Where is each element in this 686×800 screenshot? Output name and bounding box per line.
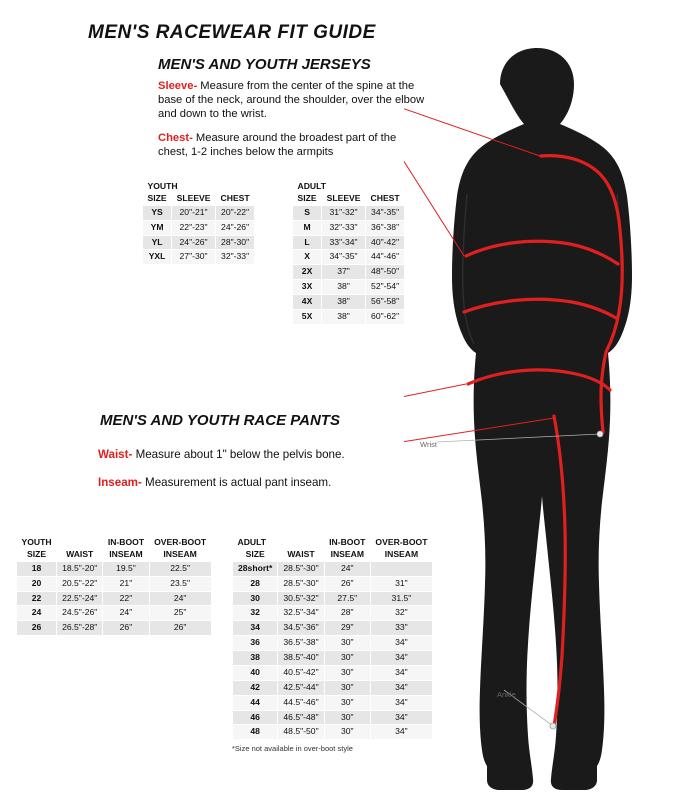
cell-overboot: 34" xyxy=(370,665,432,680)
cell-size: YL xyxy=(143,235,172,250)
cell-overboot: 34" xyxy=(370,651,432,666)
waist-text: Measure about 1" below the pelvis bone. xyxy=(132,448,345,461)
pants-footnote: *Size not available in over-boot style xyxy=(232,744,353,753)
cell-chest: 34"-35" xyxy=(366,205,405,220)
cell-size: 40 xyxy=(233,665,278,680)
cell-size: 36 xyxy=(233,636,278,651)
adult-jersey-header-sleeve: SLEEVE xyxy=(322,192,366,205)
table-row xyxy=(143,235,255,250)
cell-inboot: 30" xyxy=(324,710,370,725)
cell-chest: 36"-38" xyxy=(366,220,405,235)
cell-overboot: 33" xyxy=(370,621,432,636)
cell-size: 34 xyxy=(233,621,278,636)
cell-sleeve: 38" xyxy=(322,295,366,310)
cell-size: M xyxy=(293,220,322,235)
cell-overboot: 25" xyxy=(149,606,211,621)
cell-inboot: 30" xyxy=(324,665,370,680)
cell-inboot: 24" xyxy=(324,561,370,576)
cell-waist: 42.5"-44" xyxy=(278,680,324,695)
cell-overboot: 34" xyxy=(370,636,432,651)
cell-sleeve: 20"-21" xyxy=(172,205,216,220)
adult-pants-size-table xyxy=(232,536,433,740)
sleeve-keyword: Sleeve- xyxy=(158,80,198,92)
cell-chest: 24"-26" xyxy=(216,220,255,235)
cell-size: 18 xyxy=(17,561,57,576)
cell-sleeve: 34"-35" xyxy=(322,250,366,265)
youth-pants-header-waist: WAIST xyxy=(57,548,103,561)
cell-inboot: 30" xyxy=(324,695,370,710)
table-row xyxy=(17,576,212,591)
cell-inboot: 28" xyxy=(324,606,370,621)
chest-measure-description xyxy=(158,131,410,159)
table-row xyxy=(293,220,405,235)
cell-chest: 20"-22" xyxy=(216,205,255,220)
chest-keyword: Chest- xyxy=(158,132,193,144)
table-row xyxy=(293,309,405,324)
cell-sleeve: 31"-32" xyxy=(322,205,366,220)
cell-waist: 46.5"-48" xyxy=(278,710,324,725)
youth-jersey-header-size: SIZE xyxy=(143,192,172,205)
cell-sleeve: 22"-23" xyxy=(172,220,216,235)
cell-inboot: 30" xyxy=(324,651,370,666)
table-row xyxy=(233,636,433,651)
table-row xyxy=(233,651,433,666)
table-row xyxy=(233,591,433,606)
cell-waist: 44.5"-46" xyxy=(278,695,324,710)
cell-sleeve: 37" xyxy=(322,265,366,280)
cell-size: 38 xyxy=(233,651,278,666)
adult-jersey-header-size: SIZE xyxy=(293,192,322,205)
inseam-measure-description xyxy=(98,476,428,490)
cell-overboot: 31.5" xyxy=(370,591,432,606)
cell-overboot: 24" xyxy=(149,591,211,606)
cell-size: 32 xyxy=(233,606,278,621)
sleeve-measure-description xyxy=(158,79,426,121)
cell-waist: 28.5"-30" xyxy=(278,561,324,576)
cell-inboot: 30" xyxy=(324,680,370,695)
youth-jersey-header-sleeve: SLEEVE xyxy=(172,192,216,205)
youth-pants-header-overboot-top: OVER-BOOT xyxy=(149,536,211,548)
adult-pants-header-waist: WAIST xyxy=(278,548,324,561)
cell-chest: 56"-58" xyxy=(366,295,405,310)
cell-size: 5X xyxy=(293,309,322,324)
table-row xyxy=(233,606,433,621)
cell-sleeve: 38" xyxy=(322,309,366,324)
cell-size: YXL xyxy=(143,250,172,265)
cell-waist: 40.5"-42" xyxy=(278,665,324,680)
cell-waist: 36.5"-38" xyxy=(278,636,324,651)
cell-inboot: 22" xyxy=(103,591,149,606)
cell-overboot: 26" xyxy=(149,621,211,636)
adult-pants-header-overboot-bottom: INSEAM xyxy=(370,548,432,561)
youth-jersey-header-chest: CHEST xyxy=(216,192,255,205)
waist-keyword: Waist- xyxy=(98,448,133,461)
pants-section-title: MEN'S AND YOUTH RACE PANTS xyxy=(100,412,340,429)
cell-inboot: 30" xyxy=(324,725,370,740)
cell-waist: 38.5"-40" xyxy=(278,651,324,666)
ankle-callout-label: Ankle xyxy=(497,690,516,699)
adult-pants-header-overboot-top: OVER-BOOT xyxy=(370,536,432,548)
youth-jersey-group-label: YOUTH xyxy=(143,180,255,192)
table-row xyxy=(233,576,433,591)
youth-pants-header-inboot-bottom: INSEAM xyxy=(103,548,149,561)
cell-size: 4X xyxy=(293,295,322,310)
cell-size: L xyxy=(293,235,322,250)
cell-size: 28 xyxy=(233,576,278,591)
jerseys-section-title: MEN'S AND YOUTH JERSEYS xyxy=(158,56,371,73)
table-row xyxy=(293,280,405,295)
table-row xyxy=(17,606,212,621)
table-row xyxy=(293,250,405,265)
cell-overboot: 32" xyxy=(370,606,432,621)
cell-waist: 18.5"-20" xyxy=(57,561,103,576)
table-row xyxy=(143,205,255,220)
table-row xyxy=(233,725,433,740)
cell-size: S xyxy=(293,205,322,220)
chest-text: Measure around the broadest part of the chest, 1-2 inches below the armpits xyxy=(158,132,397,158)
table-row xyxy=(233,665,433,680)
cell-waist: 34.5"-36" xyxy=(278,621,324,636)
table-row xyxy=(293,265,405,280)
sleeve-text: Measure from the center of the spine at the base of the neck, around the shoulder, over the elbow and down to the wrist. xyxy=(158,80,425,120)
cell-overboot: 31" xyxy=(370,576,432,591)
inseam-keyword: Inseam- xyxy=(98,476,142,489)
cell-chest: 52"-54" xyxy=(366,280,405,295)
table-row xyxy=(233,621,433,636)
cell-size: 26 xyxy=(17,621,57,636)
cell-chest: 32"-33" xyxy=(216,250,255,265)
cell-waist: 26.5"-28" xyxy=(57,621,103,636)
cell-inboot: 26" xyxy=(103,621,149,636)
cell-size: 22 xyxy=(17,591,57,606)
cell-size: 30 xyxy=(233,591,278,606)
cell-inboot: 19.5" xyxy=(103,561,149,576)
cell-sleeve: 33"-34" xyxy=(322,235,366,250)
table-row xyxy=(17,591,212,606)
cell-overboot: 34" xyxy=(370,680,432,695)
cell-inboot: 21" xyxy=(103,576,149,591)
cell-chest: 60"-62" xyxy=(366,309,405,324)
cell-waist: 22.5"-24" xyxy=(57,591,103,606)
cell-overboot: 34" xyxy=(370,725,432,740)
youth-pants-header-inboot-top: IN-BOOT xyxy=(103,536,149,548)
youth-pants-header-size: SIZE xyxy=(17,548,57,561)
table-row xyxy=(233,561,433,576)
cell-size: 20 xyxy=(17,576,57,591)
table-row xyxy=(233,680,433,695)
table-row xyxy=(293,295,405,310)
cell-waist: 48.5"-50" xyxy=(278,725,324,740)
adult-jersey-header-chest: CHEST xyxy=(366,192,405,205)
cell-chest: 44"-46" xyxy=(366,250,405,265)
inseam-text: Measurement is actual pant inseam. xyxy=(141,476,332,489)
cell-sleeve: 24"-26" xyxy=(172,235,216,250)
adult-pants-header-inboot-bottom: INSEAM xyxy=(324,548,370,561)
table-row xyxy=(17,621,212,636)
table-row xyxy=(233,695,433,710)
wrist-callout-label: Wrist xyxy=(420,440,437,449)
table-row xyxy=(293,205,405,220)
page-title: MEN'S RACEWEAR FIT GUIDE xyxy=(88,22,376,43)
table-row xyxy=(143,250,255,265)
cell-inboot: 27.5" xyxy=(324,591,370,606)
cell-size: YS xyxy=(143,205,172,220)
cell-inboot: 26" xyxy=(324,576,370,591)
cell-waist: 32.5"-34" xyxy=(278,606,324,621)
youth-pants-group-label: YOUTH xyxy=(17,536,57,548)
cell-chest: 48"-50" xyxy=(366,265,405,280)
adult-pants-header-size: SIZE xyxy=(233,548,278,561)
mannequin-figure xyxy=(404,44,686,800)
cell-inboot: 29" xyxy=(324,621,370,636)
cell-overboot: 22.5" xyxy=(149,561,211,576)
cell-overboot: 23.5" xyxy=(149,576,211,591)
cell-inboot: 30" xyxy=(324,636,370,651)
cell-size: 3X xyxy=(293,280,322,295)
table-row xyxy=(17,561,212,576)
cell-size: 48 xyxy=(233,725,278,740)
youth-jersey-size-table xyxy=(142,180,255,265)
cell-size: 46 xyxy=(233,710,278,725)
cell-sleeve: 38" xyxy=(322,280,366,295)
adult-pants-header-inboot-top: IN-BOOT xyxy=(324,536,370,548)
body-silhouette xyxy=(452,48,632,790)
cell-overboot: 34" xyxy=(370,710,432,725)
cell-inboot: 24" xyxy=(103,606,149,621)
cell-size: X xyxy=(293,250,322,265)
cell-waist: 20.5"-22" xyxy=(57,576,103,591)
cell-size: 42 xyxy=(233,680,278,695)
table-row xyxy=(233,710,433,725)
cell-chest: 40"-42" xyxy=(366,235,405,250)
cell-waist: 24.5"-26" xyxy=(57,606,103,621)
cell-waist: 28.5"-30" xyxy=(278,576,324,591)
adult-jersey-group-label: ADULT xyxy=(293,180,405,192)
cell-sleeve: 27"-30" xyxy=(172,250,216,265)
cell-chest: 28"-30" xyxy=(216,235,255,250)
cell-size: 44 xyxy=(233,695,278,710)
youth-pants-size-table xyxy=(16,536,212,636)
cell-size: 28short* xyxy=(233,561,278,576)
cell-size: 2X xyxy=(293,265,322,280)
cell-sleeve: 32"-33" xyxy=(322,220,366,235)
adult-jersey-size-table xyxy=(292,180,405,325)
adult-pants-group-label: ADULT xyxy=(233,536,278,548)
cell-size: 24 xyxy=(17,606,57,621)
cell-overboot: 34" xyxy=(370,695,432,710)
cell-waist: 30.5"-32" xyxy=(278,591,324,606)
table-row xyxy=(293,235,405,250)
table-row xyxy=(143,220,255,235)
youth-pants-header-overboot-bottom: INSEAM xyxy=(149,548,211,561)
cell-size: YM xyxy=(143,220,172,235)
waist-measure-description xyxy=(98,448,428,462)
